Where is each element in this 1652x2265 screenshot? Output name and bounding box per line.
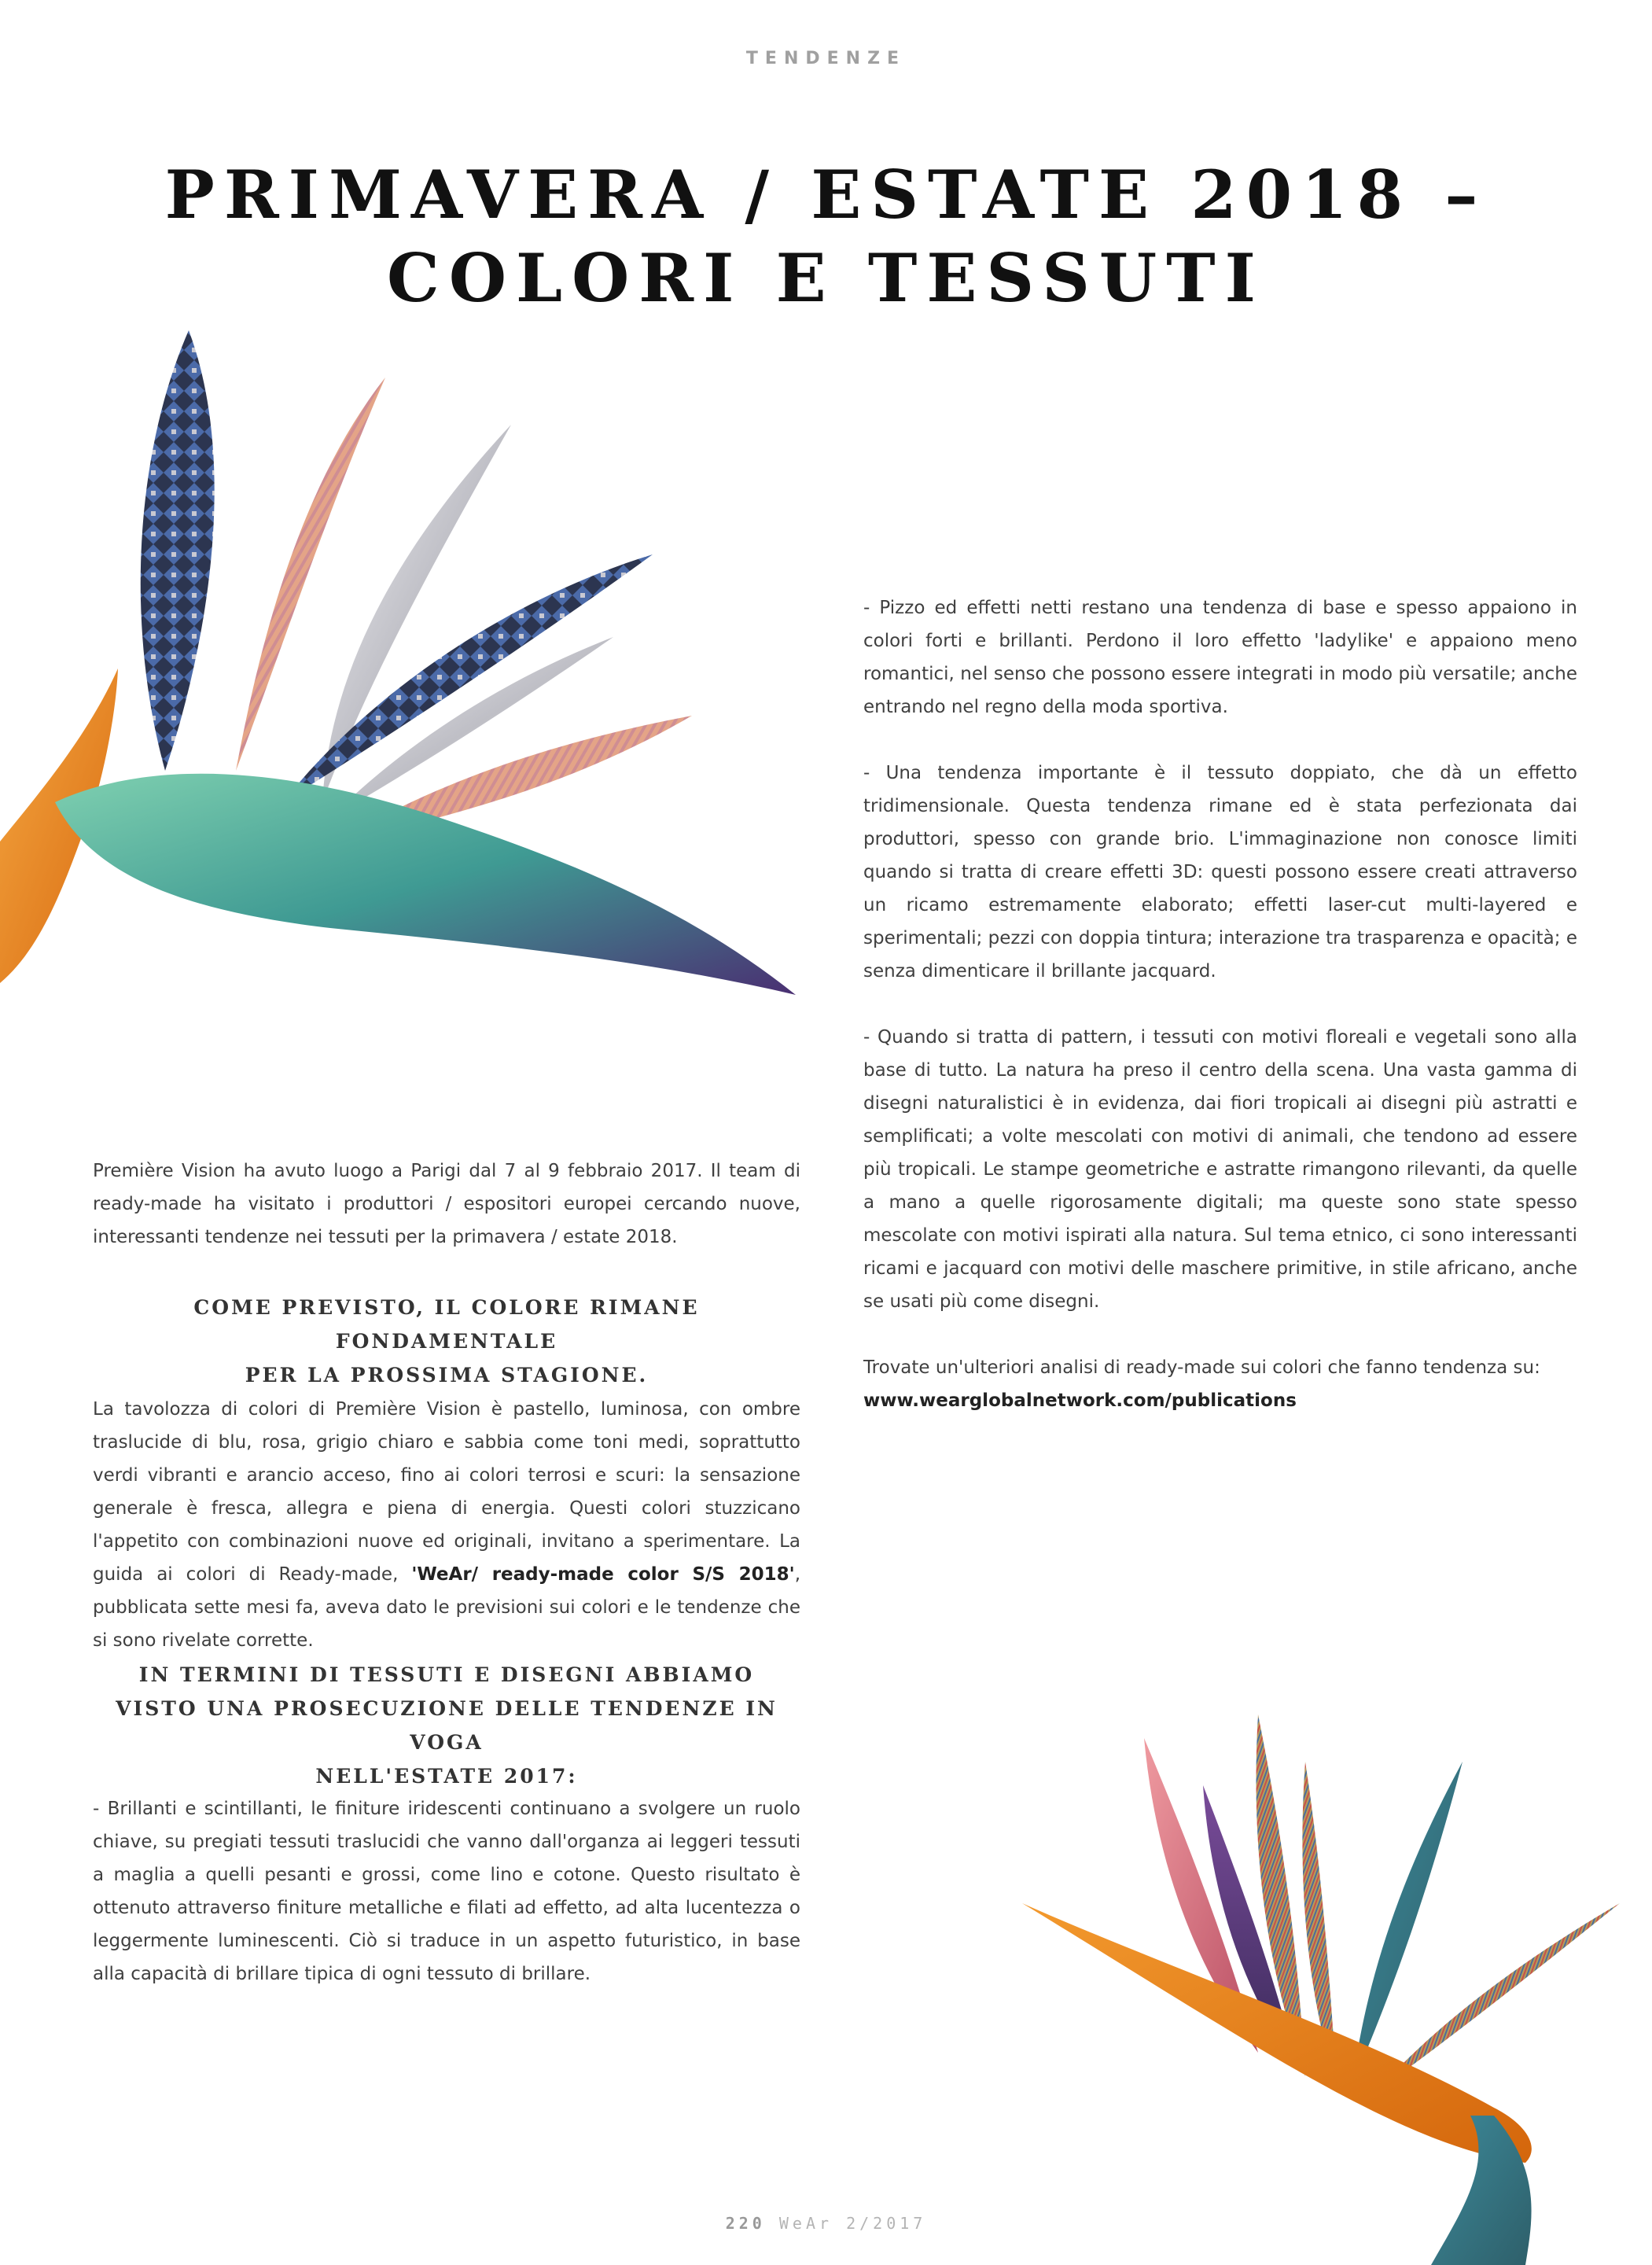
subhead-fabrics-line-1: IN TERMINI DI TESSUTI E DISEGNI ABBIAMO: [138, 1663, 755, 1686]
bullet-3d: - Una tendenza importante è il tessuto doppiato, che dà un effetto tridimensionale. Questa tendenza rimane ed è stata perfezionata dai produttori, spesso con grande brio. L'immaginazione non conosce limiti quando si tratta di creare effetti 3D: questi possono essere creati attraverso un ricamo estremamente elaborato; effetti laser-cut multi-layered e sperimentali; pezzi con doppia tintura; interazione tra trasparenza e opacità; e senza dimenticare il brillante jacquard.: [863, 763, 1577, 982]
outro-text: Trovate un'ulteriori analisi di ready-made sui colori che fanno tendenza su:: [863, 1357, 1540, 1378]
petal-multi-3: [1376, 1903, 1620, 2092]
left-palette: [93, 1393, 800, 1657]
bullet-lace: - Pizzo ed effetti netti restano una tendenza di base e spesso appaiono in colori forti e brillanti. Perdono il loro effetto 'ladylike' e appaiono meno romantici, nel senso che possono essere integrati in modo più versatile; anche entrando nel regno della moda sportiva.: [863, 598, 1577, 717]
subhead-fabrics-line-2: VISTO UNA PROSECUZIONE DELLE TENDENZE IN VOGA: [116, 1697, 778, 1754]
subhead-color-line-1: COME PREVISTO, IL COLORE RIMANE FONDAMENTALE: [193, 1296, 700, 1353]
petal-navy-short: [283, 554, 653, 802]
page-number: 220: [725, 2214, 766, 2233]
subhead-color: [93, 1291, 800, 1392]
intro-paragraph: Première Vision ha avuto luogo a Parigi dal 7 al 9 febbraio 2017. Il team di ready-made ha visitato i produttori / espositori europei cercando nuove, interessanti tendenze nei tessuti per la primavera / estate 2018.: [93, 1161, 800, 1247]
bottom-flower-illustration: [928, 1707, 1652, 2265]
right-column: [863, 591, 1577, 1417]
palette-text-after: , pubblicata sette mesi fa, aveva dato le previsioni sui colori e le tendenze che si sono rivelate corrette.: [93, 1564, 800, 1651]
subhead-color-line-2: PER LA PROSSIMA STAGIONE.: [245, 1364, 649, 1387]
palette-text-before: La tavolozza di colori di Première Vision è pastello, luminosa, con ombre traslucide di blu, rosa, grigio chiaro e sabbia come toni medi, soprattutto verdi vibranti e arancio acceso, fino ai colori terrosi e scuri: la sensazione generale è fresca, allegra e piena di energia. Questi colori stuzzicano l'appetito con combinazioni nuove ed originali, invitano a sperimentare. La guida ai colori di Ready-made,: [93, 1399, 800, 1585]
bullet-iridescent: - Brillanti e scintillanti, le finiture iridescenti continuano a svolgere un ruolo chiave, su pregiati tessuti traslucidi che vanno dall'organza ai leggeri tessuti a maglia a quelli pesanti e grossi, come lino e cotone. Questo risultato è ottenuto attraverso finiture metalliche e filati ad effetto, ad alta lucentezza o leggermente luminescenti. Ciò si traduce in un aspetto futuristico, in base alla capacità di brillare tipica di ogni tessuto di brillare.: [93, 1799, 800, 1984]
bullet-patterns: - Quando si tratta di pattern, i tessuti con motivi floreali e vegetali sono alla base di tutto. La natura ha preso il centro della scena. Una vasta gamma di disegni naturalistici è in evidenza, dai fiori tropicali ai disegni più astratti e semplificati; a volte mescolati con motivi di animali, che tendono ad essere più tropicali. Le stampe geometriche e astratte rimangono rilevanti, da quelle a mano a quelle rigorosamente digitali; ma queste sono state spesso mescolate con motivi ispirati alla natura. Sul tema etnico, ci sono interessanti ricami e jacquard con motivi delle maschere primitive, in stile africano, anche se usati più come disegni.: [863, 1027, 1577, 1312]
left-intro: [93, 1155, 800, 1254]
subhead-fabrics-line-3: NELL'ESTATE 2017:: [315, 1765, 578, 1788]
palette-guide-title: 'WeAr/ ready-made color S/S 2018': [411, 1564, 795, 1585]
page-title: [0, 153, 1652, 320]
petal-navy-tall: [141, 330, 215, 771]
title-line-1: PRIMAVERA / ESTATE 2018 –: [164, 156, 1488, 234]
title-line-2: COLORI E TESSUTI: [387, 239, 1265, 317]
palette-paragraph: [93, 1393, 800, 1657]
issue-label: WeAr 2/2017: [778, 2214, 927, 2233]
page-footer: [0, 2214, 1652, 2233]
publications-link[interactable]: www.wearglobalnetwork.com/publications: [863, 1390, 1297, 1411]
subhead-fabrics: [93, 1658, 800, 1793]
left-bullet: [93, 1792, 800, 1991]
section-label: TENDENZE: [745, 49, 907, 68]
top-flower-illustration: [0, 299, 810, 1007]
petal-peach: [236, 378, 385, 771]
